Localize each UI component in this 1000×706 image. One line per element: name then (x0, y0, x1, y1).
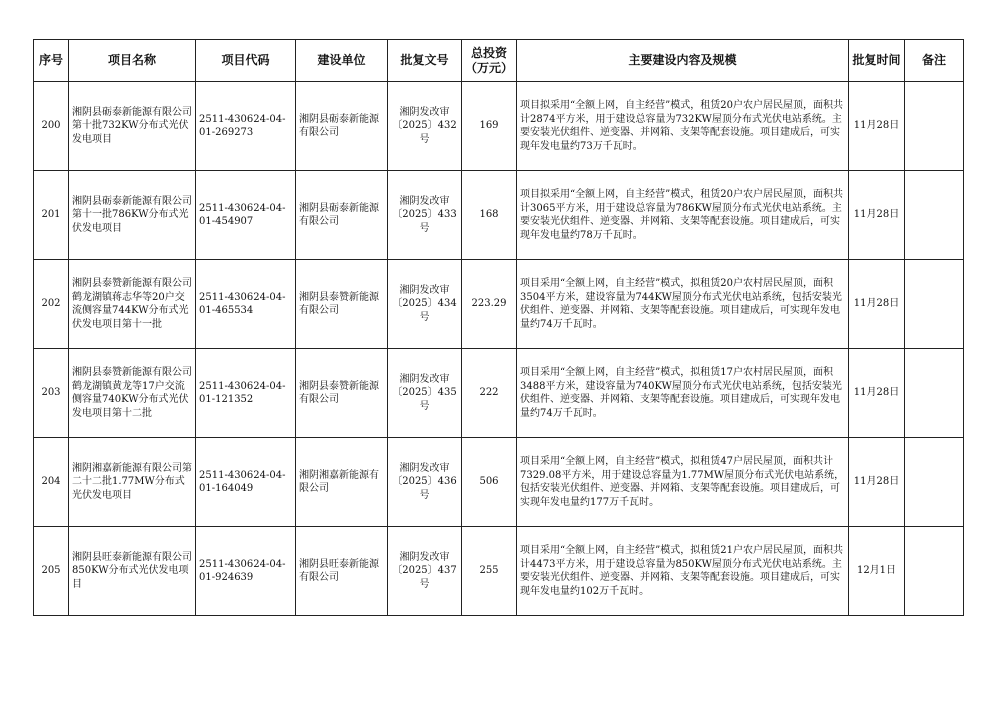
header-code: 项目代码 (196, 40, 296, 82)
header-seq: 序号 (34, 40, 69, 82)
cell-note (905, 260, 964, 349)
cell-code: 2511-430624-04-01-454907 (196, 171, 296, 260)
cell-content: 项目拟采用“全额上网，自主经营”模式，租赁20户农户居民屋顶，面积共计2874平方米，用于建设总容量为732KW屋顶分布式光伏电站系统。主要安装光伏组件、逆变器、并网箱、支架等配套设施。项目建成后，可实现年发电量约73万千瓦时。 (517, 82, 849, 171)
cell-doc: 湘阴发改审〔2025〕434号 (388, 260, 462, 349)
cell-date: 12月1日 (849, 527, 905, 616)
cell-content: 项目拟采用“全额上网，自主经营”模式，租赁20户农户居民屋顶，面积共计3065平方米，用于建设总容量为786KW屋顶分布式光伏电站系统。主要安装光伏组件、逆变器、并网箱、支架等配套设施。项目建成后，可实现年发电量约78万千瓦时。 (517, 171, 849, 260)
table-row (34, 171, 964, 260)
cell-name: 湘阴县砺泰新能源有限公司第十一批786KW分布式光伏发电项目 (69, 171, 196, 260)
table-row (34, 260, 964, 349)
cell-seq: 204 (34, 438, 69, 527)
cell-unit: 湘阴县砺泰新能源有限公司 (296, 171, 388, 260)
cell-seq: 201 (34, 171, 69, 260)
cell-code: 2511-430624-04-01-465534 (196, 260, 296, 349)
cell-note (905, 438, 964, 527)
cell-code: 2511-430624-04-01-164049 (196, 438, 296, 527)
cell-invest: 169 (462, 82, 517, 171)
cell-content: 项目采用“全额上网，自主经营”模式，拟租赁20户农村居民屋顶，面积3504平方米，建设容量为744KW屋顶分布式光伏电站系统，包括安装光伏组件、逆变器、并网箱、支架等配套设施。项目建成后，可实现年发电量约74万千瓦时。 (517, 260, 849, 349)
cell-seq: 205 (34, 527, 69, 616)
header-unit: 建设单位 (296, 40, 388, 82)
cell-note (905, 527, 964, 616)
cell-date: 11月28日 (849, 82, 905, 171)
header-invest (462, 40, 517, 82)
cell-seq: 202 (34, 260, 69, 349)
cell-doc: 湘阴发改审〔2025〕437号 (388, 527, 462, 616)
header-invest-line2: （万元） (465, 60, 514, 75)
header-doc: 批复文号 (388, 40, 462, 82)
cell-name: 湘阴县砺泰新能源有限公司第十批732KW分布式光伏发电项目 (69, 82, 196, 171)
approval-table (33, 39, 964, 616)
cell-note (905, 82, 964, 171)
cell-doc: 湘阴发改审〔2025〕435号 (388, 349, 462, 438)
header-date: 批复时间 (849, 40, 905, 82)
header-content: 主要建设内容及规模 (517, 40, 849, 82)
cell-date: 11月28日 (849, 438, 905, 527)
cell-doc: 湘阴发改审〔2025〕433号 (388, 171, 462, 260)
cell-date: 11月28日 (849, 349, 905, 438)
cell-unit: 湘阴县泰赞新能源有限公司 (296, 260, 388, 349)
header-note: 备注 (905, 40, 964, 82)
cell-name: 湘阴县泰赞新能源有限公司鹤龙湖镇黄龙等17户交流侧容量740KW分布式光伏发电项目第十二批 (69, 349, 196, 438)
table-row (34, 82, 964, 171)
cell-invest: 222 (462, 349, 517, 438)
header-name: 项目名称 (69, 40, 196, 82)
cell-code: 2511-430624-04-01-121352 (196, 349, 296, 438)
table-row (34, 349, 964, 438)
cell-doc: 湘阴发改审〔2025〕432号 (388, 82, 462, 171)
cell-name: 湘阴湘嘉新能源有限公司第二十二批1.77MW分布式光伏发电项目 (69, 438, 196, 527)
cell-content: 项目采用“全额上网，自主经营”模式，拟租赁17户农村居民屋顶，面积3488平方米，建设容量为740KW屋顶分布式光伏电站系统，包括安装光伏组件、逆变器、并网箱、支架等配套设施。项目建成后，可实现年发电量约74万千瓦时。 (517, 349, 849, 438)
cell-date: 11月28日 (849, 260, 905, 349)
cell-unit: 湘阴县泰赞新能源有限公司 (296, 349, 388, 438)
cell-seq: 200 (34, 82, 69, 171)
cell-name: 湘阴县旺泰新能源有限公司850KW分布式光伏发电项目 (69, 527, 196, 616)
cell-invest: 223.29 (462, 260, 517, 349)
cell-invest: 255 (462, 527, 517, 616)
cell-note (905, 349, 964, 438)
cell-date: 11月28日 (849, 171, 905, 260)
header-invest-line1: 总投资 (470, 45, 507, 60)
cell-unit: 湘阴县旺泰新能源有限公司 (296, 527, 388, 616)
header-row (34, 40, 964, 82)
cell-unit: 湘阴县砺泰新能源有限公司 (296, 82, 388, 171)
cell-code: 2511-430624-04-01-269273 (196, 82, 296, 171)
table-row (34, 438, 964, 527)
cell-invest: 168 (462, 171, 517, 260)
cell-seq: 203 (34, 349, 69, 438)
cell-name: 湘阴县泰赞新能源有限公司鹤龙湖镇蒋志华等20户交流侧容量744KW分布式光伏发电项目第十一批 (69, 260, 196, 349)
cell-content: 项目采用“全额上网，自主经营”模式，拟租赁47户居民屋顶，面积共计7329.08平方米，用于建设总容量为1.77MW屋顶分布式光伏电站系统，包括安装光伏组件、逆变器、并网箱、支架等配套设施。项目建成后，可实现年发电量约177万千瓦时。 (517, 438, 849, 527)
table-row (34, 527, 964, 616)
cell-invest: 506 (462, 438, 517, 527)
cell-doc: 湘阴发改审〔2025〕436号 (388, 438, 462, 527)
cell-note (905, 171, 964, 260)
cell-code: 2511-430624-04-01-924639 (196, 527, 296, 616)
cell-unit: 湘阴湘嘉新能源有限公司 (296, 438, 388, 527)
cell-content: 项目采用“全额上网，自主经营”模式，拟租赁21户农户居民屋顶，面积共计4473平方米，用于建设总容量为850KW屋顶分布式光伏电站系统。主要安装光伏组件、逆变器、并网箱、支架等配套设施。项目建成后，可实现年发电量约102万千瓦时。 (517, 527, 849, 616)
